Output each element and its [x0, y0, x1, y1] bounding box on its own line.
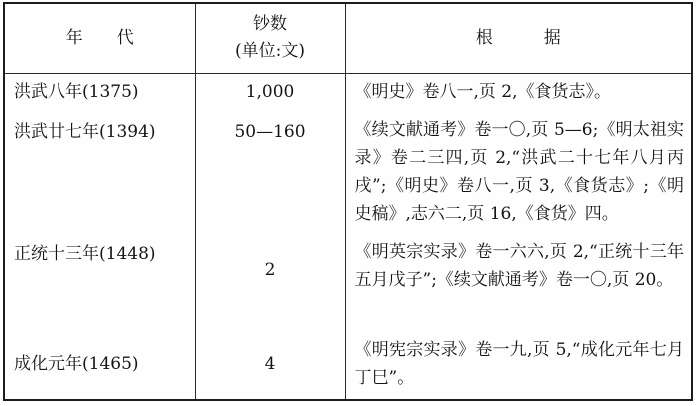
- currency-value-table: [3, 2, 693, 401]
- header-amount-title: 钞数: [253, 14, 287, 35]
- row-year: 正统十三年(1448): [4, 232, 195, 328]
- header-amount-unit: (单位:文): [235, 41, 305, 62]
- header-year: 年 代: [4, 3, 195, 73]
- table-row: [4, 73, 692, 111]
- row-year: 洪武廿七年(1394): [4, 111, 195, 232]
- row-source: 《明英宗实录》卷一六六,页 2,“正统十三年五月戊子”;《续文献通考》卷一〇,页 20。: [345, 232, 692, 328]
- row-amount: 2: [195, 232, 345, 328]
- table-row: [4, 232, 692, 328]
- table-row: [4, 328, 692, 400]
- header-source: 根 据: [345, 3, 692, 73]
- row-source: 《明宪宗实录》卷一九,页 5,“成化元年七月丁巳”。: [345, 328, 692, 400]
- header-amount: [195, 3, 345, 73]
- row-year: 洪武八年(1375): [4, 73, 195, 111]
- row-year: 成化元年(1465): [4, 328, 195, 400]
- row-amount: 50—160: [195, 111, 345, 232]
- row-amount: 4: [195, 328, 345, 400]
- table-header-row: [4, 3, 692, 73]
- row-amount: 1,000: [195, 73, 345, 111]
- row-source: 《续文献通考》卷一〇,页 5—6;《明太祖实录》卷二三四,页 2,“洪武二十七年八月丙戌”;《明史》卷八一,页 3,《食货志》;《明史稿》,志六二,页 16,《食货》四。: [345, 111, 692, 232]
- table-row: [4, 111, 692, 232]
- row-source: 《明史》卷八一,页 2,《食货志》。: [345, 73, 692, 111]
